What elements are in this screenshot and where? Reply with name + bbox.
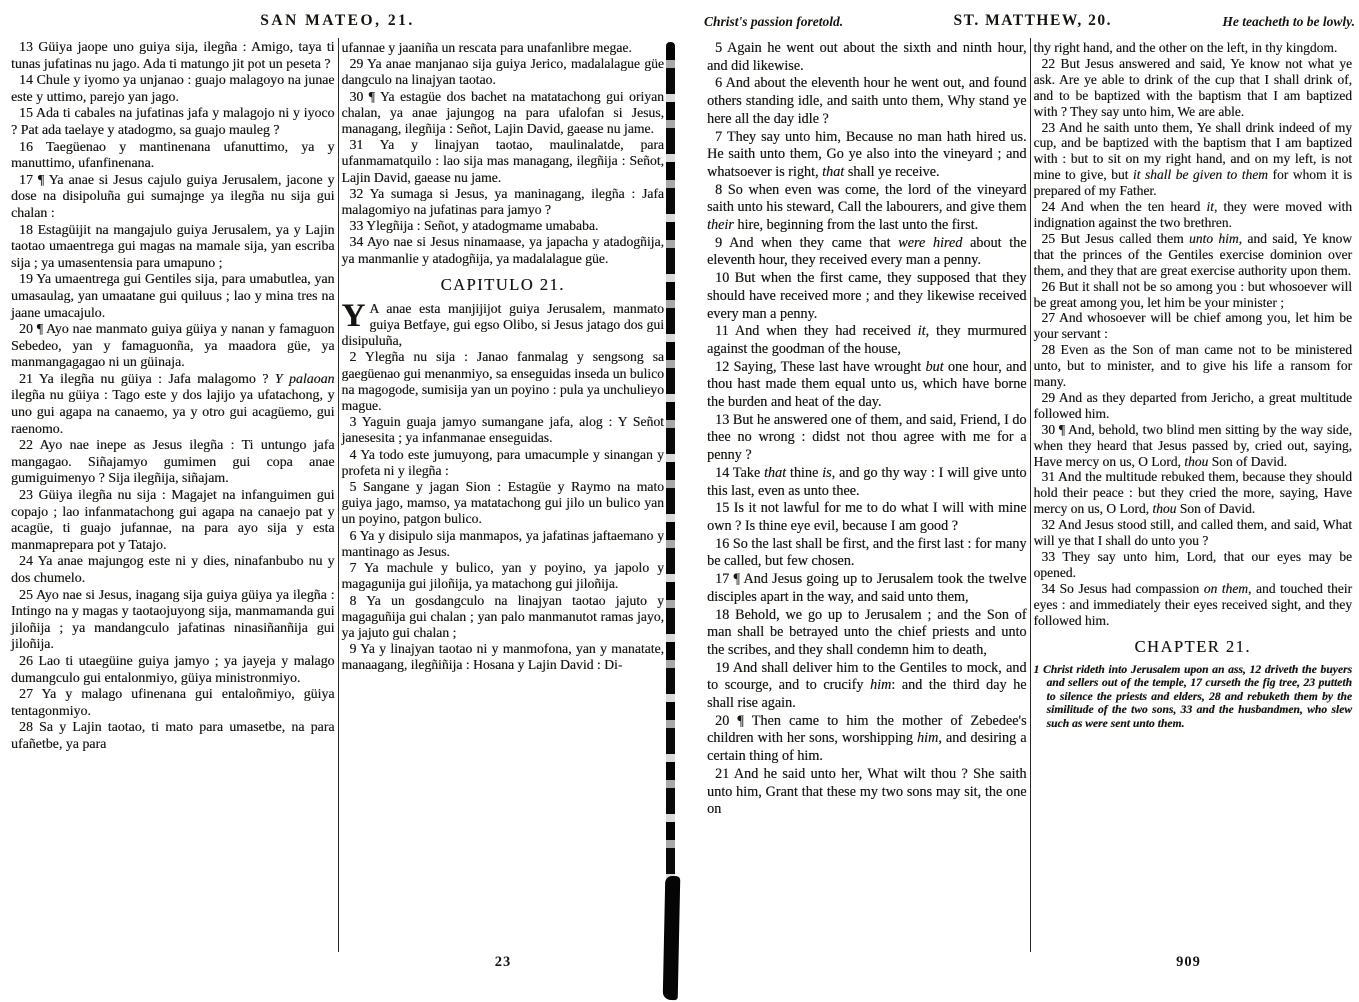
verse: 8 So when even was come, the lord of the vineyard saith unto his steward, Call the labourers, and give them their hire, beginning from the last unto the first. [707, 181, 1027, 234]
verse: 12 Saying, These last have wrought but one hour, and thou hast made them equal unto us, which have borne the burden and heat of the day. [707, 358, 1027, 411]
right-page-column-2 [1030, 38, 1356, 952]
left-page-column-2 [338, 38, 668, 952]
chapter-heading: CAPITULO 21. [440, 274, 565, 294]
left-page-column-1 [8, 38, 338, 952]
verse: 15 Is it not lawful for me to do what I will with mine own ? Is thine eye evil, because I am good ? [707, 500, 1027, 534]
page-title-right: ST. MATTHEW, 20. [953, 12, 1113, 29]
verse: 20 ¶ Ayo nae manmato guiya güiya y nanan y famaguon Sebedeo, yan y famaguonña, ya maadora güe, ya manmangagagao ni un güinaja. [11, 322, 335, 371]
verse: 5 Again he went out about the sixth and ninth hour, and did likewise. [707, 40, 1027, 74]
verse: 14 Chule y iyomo ya unjanao : guajo malagoyo na junae este y uttimo, parejo yan jago. [11, 73, 335, 105]
verse: 16 So the last shall be first, and the first last : for many be called, but few chosen. [707, 535, 1027, 570]
verse: 19 Ya umaentrega gui Gentiles sija, para umabutlea, yan umasaulag, yan umaatane gui quiluus ; lao y mina tres na jaane umacajulo. [11, 272, 335, 321]
verse: 3 Yaguin guaja jamyo sumangane jafa, alog : Y Señot janesesita ; ya infanmanae enseguidas. [341, 414, 664, 446]
verse: 18 Behold, we go up to Jerusalem ; and the Son of man shall be betrayed unto the chief priests and unto the scribes, and they shall condemn him to death, [707, 606, 1027, 658]
verse: 30 ¶ Ya estagüe dos bachet na matatachong gui oriyan chalan, ya anae jajungog na para ufalofan si Jesus, managang, ilegñija : Señot, Lajin David, gaease nu jame. [341, 88, 664, 137]
verse: 7 Ya machule y bulico, yan y poyino, ya japolo y magagunija gui jiloñija, ya matachong gui jiloñija. [341, 560, 664, 592]
verse: 21 Ya ilegña nu güiya : Jafa malagomo ? Y palaoan ilegña nu güiya : Tago este y dos lajijo ya ufatachong, y uno gui agapa na canaemo, ya y otro gui acagüemo, gui raenomo. [11, 371, 335, 437]
verse: 15 Ada ti cabales na jufatinas jafa y malagojo ni y iyoco ? Pat ada taelaye y atadogmo, sa guajo mauleg ? [11, 106, 335, 138]
verse: 9 And when they came that were hired about the eleventh hour, they received every man a penny. [707, 234, 1027, 269]
verse: 22 But Jesus answered and said, Ye know not what ye ask. Are ye able to drink of the cup that I shall drink of, and to be baptized with the baptism that I am baptized with ? They say unto him, We are able. [1033, 55, 1352, 119]
verse: 26 Lao ti utaegüine guiya jamyo ; ya jayeja y malago dumangculo gui entalonmiyo, güiya ministronmiyo. [11, 653, 335, 686]
verse: 14 Take that thine is, and go thy way : I will give unto this last, even as unto thee. [707, 464, 1027, 499]
verse: 32 Ya sumaga si Jesus, ya maninagang, ilegña : Jafa malagomiyo na jufatinas para jamyo ? [341, 185, 664, 218]
verse: 20 ¶ Then came to him the mother of Zebedee's children with her sons, worshipping him, and desiring a certain thing of him. [707, 712, 1027, 765]
verse: 28 Sa y Lajin taotao, ti mato para umasetbe, na para ufañetbe, ya para [11, 720, 335, 752]
page-right [704, 6, 1355, 998]
verse: 25 Ayo nae si Jesus, inagang sija guiya güiya ya ilegña : Intingo na y magas y taotaojuyong sija, manmamanda gui jiloñija ; ya mandangculo jafatinas ninasiñanñija gui jiloñija. [11, 587, 335, 653]
verse: 11 And when they had received it, they murmured against the goodman of the house, [707, 323, 1027, 357]
verse: 31 And the multitude rebuked them, because they should hold their peace : but they cried the more, saying, Have mercy on us, O Lord, thou Son of David. [1033, 469, 1352, 517]
verse: 22 Ayo nae inepe as Jesus ilegña : Ti untungo jafa mangagao. Siñajamyo gumimen gui copa anae gumiguimenyo ? Sija ilegñija, siñajam. [11, 438, 335, 487]
verse: 28 Even as the Son of man came not to be ministered unto, but to minister, and to give his life a ransom for many. [1033, 342, 1352, 390]
verse: 23 And he saith unto them, Ye shall drink indeed of my cup, and be baptized with the baptism that I am baptized with : but to sit on my right hand, and on my left, is not mine to give, but it shall be given to them for whom it is prepared of my Father. [1033, 119, 1352, 199]
verse: 34 So Jesus had compassion on them, and touched their eyes : and immediately their eyes received sight, and they followed him. [1033, 580, 1353, 628]
verse: 8 Ya un gosdangculo na linajyan taotao jajuto y magaguñija gui chalan ; yan palo manmanutot ramas jayo, ya jajuto gui chalan ; [341, 592, 664, 640]
verse: 2 Ylegña nu sija : Janao fanmalag y sengsong sa gaegüenao gui menanmiyo, sa enseguidas inseda un bulico na magogode, sumisija yan un poyino : pula ya unchulieyo mague. [341, 349, 664, 414]
page-title-left: SAN MATEO, 21. [260, 12, 415, 29]
verse: 7 They say unto him, Because no man hath hired us. He saith unto them, Go ye also into the vineyard ; and whatsoever is right, that shall ye receive. [707, 128, 1027, 180]
verse-continuation: thy right hand, and the other on the left, in thy kingdom. [1033, 40, 1338, 55]
verse: 33 Ylegñija : Señot, y atadogmame umababa. [349, 218, 599, 234]
verse: 17 ¶ Ya anae si Jesus cajulo guiya Jerusalem, jacone y dose na disipoluña gui sumajnge ya ilegña nu sija gui chalan : [11, 172, 335, 221]
right-page-columns [704, 38, 1355, 952]
verse: 24 Ya anae majungog este ni y dies, ninafanbubo nu y dos chumelo. [11, 554, 335, 586]
left-page-columns [8, 38, 667, 952]
verse: 16 Taegüenao y mantinenana ufanuttimo, ya y manuttimo, ufanfinenana. [11, 139, 335, 172]
verse-continuation: ufannae y jaaniña un rescata para unafanlibre megae. [341, 40, 632, 55]
verse: 31 Ya y linajyan taotao, maulinalatde, para ufanmamatquilo : lao sija mas managang, ilegñija : Señot, Lajin David, gaease nu jame. [341, 137, 664, 185]
verse: 13 Güiya jaope uno guiya sija, ilegña : Amigo, taya ti tunas jufatinas nu jago. Ada ti matungo jit pot un peseta ? [11, 40, 335, 72]
verse: Y A anae esta manjijijot guiya Jerusalem, manmato guiya Betfaye, gui egso Olibo, si Jesus jatago dos gui disipuluña, [341, 297, 664, 349]
verse: 30 ¶ And, behold, two blind men sitting by the way side, when they heard that Jesus passed by, cried out, saying, Have mercy on us, O Lord, thou Son of David. [1033, 421, 1352, 469]
verse: 9 Ya y linajyan taotao ni y manmofona, yan y manatate, manaagang, ilegñiñija : Hosana y Lajin David : Di- [341, 641, 664, 673]
verse: 26 But it shall not be so among you : but whosoever will be great among you, let him be your minister ; [1033, 278, 1352, 310]
verse: 34 Ayo nae si Jesus ninamaase, ya japacha y atadogñija, ya manmanlie y atadogñija, ya madalalague güe. [341, 234, 664, 266]
verse: 33 They say unto him, Lord, that our eyes may be opened. [1033, 549, 1352, 580]
verse: 18 Estagüijit na mangajulo guiya Jerusalem, ya y Lajin taotao umaentrega gui magas na mamale sija, yan escriba sija ; ya umasentensia para umapuno ; [11, 222, 335, 271]
verse: 29 Ya anae manjanao sija guiya Jerico, madalalague güe dangculo na linajyan taotao. [341, 56, 664, 88]
verse: 10 But when the first came, they supposed that they should have received more ; and they likewise received every man a penny. [707, 270, 1027, 322]
verse: 23 Güiya ilegña nu sija : Magajet na infanguimen gui copajo ; lao infanmatachong gui agapa na canaejo pat y acagüe, ti guajo jufannae, na para ayo sija y esta manmaprepara pot y Tatajo. [11, 488, 335, 553]
verse: 6 Ya y disipulo sija manmapos, ya jafatinas jaftaemano y mantinago as Jesus. [341, 527, 664, 559]
verse: 27 And whosoever will be chief among you, let him be your servant : [1033, 310, 1352, 342]
page-number-left: 23 [494, 954, 512, 970]
verse: 27 Ya y malago ufinenana gui entaloñmiyo, güiya tentagonmiyo. [11, 687, 335, 719]
page-left [8, 6, 667, 998]
verse: 4 Ya todo este jumuyong, para umacumple y sinangan y profeta ni y ilegña : [341, 446, 664, 478]
verse: 6 And about the eleventh hour he went out, and found others standing idle, and saith unto them, Why stand ye here all the day idle ? [707, 75, 1027, 127]
verse: 21 And he said unto her, What wilt thou ? She saith unto him, Grant that these my two sons may sit, the one on [707, 765, 1027, 818]
verse: 25 But Jesus called them unto him, and said, Ye know that the princes of the Gentiles exercise dominion over them, and they that are great exercise authority upon them. [1033, 230, 1352, 278]
running-head-left [8, 6, 667, 38]
drop-cap: Y [341, 297, 366, 334]
page-number-right: 909 [1176, 954, 1201, 970]
verse: 5 Sangane y jagan Sion : Estagüe y Raymo na mato guiya jago, mamso, ya matatachong gui jilo un bulico yan un poyino, patgon bulico. [341, 479, 664, 527]
verse: 19 And shall deliver him to the Gentiles to mock, and to scourge, and to crucify him: and the third day he shall rise again. [707, 659, 1027, 712]
verse: 24 And when the ten heard it, they were moved with indignation against the two brethren. [1033, 199, 1352, 230]
verse: 17 ¶ And Jesus going up to Jerusalem took the twelve disciples apart in the way, and said unto them, [707, 571, 1027, 605]
ink-smudge [663, 876, 681, 1000]
verse: 32 And Jesus stood still, and called them, and said, What will ye that I shall do unto you ? [1033, 517, 1352, 549]
right-page-column-1 [704, 38, 1030, 952]
running-head-right-caption: He teacheth to be lowly. [1222, 14, 1355, 29]
verse: 29 And as they departed from Jericho, a great multitude followed him. [1033, 389, 1352, 421]
running-head-right [704, 6, 1355, 38]
verse: 13 But he answered one of them, and said, Friend, I do thee no wrong : didst not thou agree with me for a penny ? [707, 411, 1027, 464]
chapter-summary: 1 Christ rideth into Jerusalem upon an ass, 12 driveth the buyers and sellers out of the temple, 17 curseth the fig tree, 23 putteth to silence the priests and elders, 28 and rebuketh them by the similitude of the two sons, 33 and the husbandmen, who slew such as were sent unto them. [1033, 662, 1352, 730]
running-head-left-caption: Christ's passion foretold. [704, 14, 844, 29]
chapter-heading: CHAPTER 21. [1134, 636, 1251, 656]
binding-gutter-shadow [666, 42, 675, 1000]
